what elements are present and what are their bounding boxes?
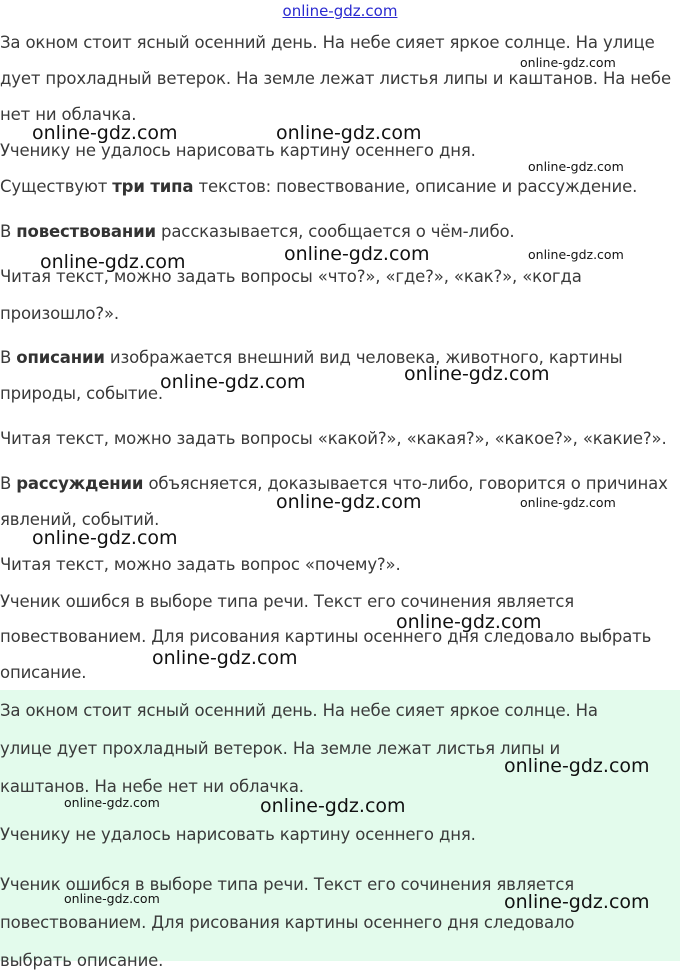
watermark: online-gdz.com [528, 159, 624, 174]
watermark: online-gdz.com [520, 495, 616, 510]
reasoning-questions: Читая текст, можно задать вопрос «почему?». [0, 555, 401, 574]
reasoning-definition: В рассуждении объясняется, доказывается что-либо, говорится о причинах [0, 474, 668, 493]
site-link[interactable]: online-gdz.com [282, 2, 398, 20]
answer-line: За окном стоит ясный осенний день. На небе сияет яркое солнце. На [0, 701, 598, 720]
conclusion-line: Ученик ошибся в выборе типа речи. Текст его сочинения является [0, 592, 575, 611]
conclusion-line: описание. [0, 663, 87, 682]
narration-questions: Читая текст, можно задать вопросы «что?», «где?», «как?», «когда [0, 267, 582, 286]
description-definition: природы, событие. [0, 384, 164, 403]
passage-line: нет ни облачка. [0, 105, 137, 124]
passage-line: Ученику не удалось нарисовать картину осеннего дня. [0, 141, 476, 160]
watermark: online-gdz.com [32, 122, 178, 144]
narration-term: повествовании [16, 222, 156, 241]
reasoning-definition: явлений, событий. [0, 510, 160, 529]
types-intro: Существуют три типа текстов: повествование, описание и рассуждение. [0, 177, 638, 196]
answer-line: Ученику не удалось нарисовать картину осеннего дня. [0, 825, 476, 844]
watermark: online-gdz.com [528, 247, 624, 262]
answer-line: Ученик ошибся в выборе типа речи. Текст его сочинения является [0, 875, 575, 894]
answer-line: повествованием. Для рисования картины осеннего дня следовало [0, 913, 575, 932]
watermark: online-gdz.com [40, 251, 186, 273]
narration-definition: В повествовании рассказывается, сообщается о чём-либо. [0, 222, 515, 241]
watermark: online-gdz.com [396, 611, 542, 633]
description-definition: В описании изображается внешний вид человека, животного, картины [0, 348, 623, 367]
narration-questions: произошло?». [0, 304, 119, 323]
watermark: online-gdz.com [64, 795, 160, 810]
watermark: online-gdz.com [160, 371, 306, 393]
watermark: online-gdz.com [260, 795, 406, 817]
conclusion-line: повествованием. Для рисования картины осеннего дня следовало выбрать [0, 627, 652, 646]
watermark: online-gdz.com [504, 755, 650, 777]
watermark: online-gdz.com [276, 491, 422, 513]
watermark: online-gdz.com [284, 243, 430, 265]
watermark: online-gdz.com [64, 891, 160, 906]
answer-line: каштанов. На небе нет ни облачка. [0, 777, 304, 796]
watermark: online-gdz.com [276, 122, 422, 144]
watermark: online-gdz.com [404, 363, 550, 385]
passage-line: дует прохладный ветерок. На земле лежат листья липы и каштанов. На небе [0, 69, 671, 88]
watermark: online-gdz.com [152, 647, 298, 669]
answer-line: улице дует прохладный ветерок. На земле лежат листья липы и [0, 739, 561, 758]
watermark: online-gdz.com [504, 891, 650, 913]
description-term: описании [16, 348, 105, 367]
types-intro-bold: три типа [112, 177, 194, 196]
reasoning-term: рассуждении [16, 474, 144, 493]
passage-line: За окном стоит ясный осенний день. На небе сияет яркое солнце. На улице [0, 33, 655, 52]
description-questions: Читая текст, можно задать вопросы «какой?», «какая?», «какое?», «какие?». [0, 429, 667, 448]
watermark: online-gdz.com [520, 55, 616, 70]
answer-line: выбрать описание. [0, 951, 164, 970]
watermark: online-gdz.com [32, 527, 178, 549]
